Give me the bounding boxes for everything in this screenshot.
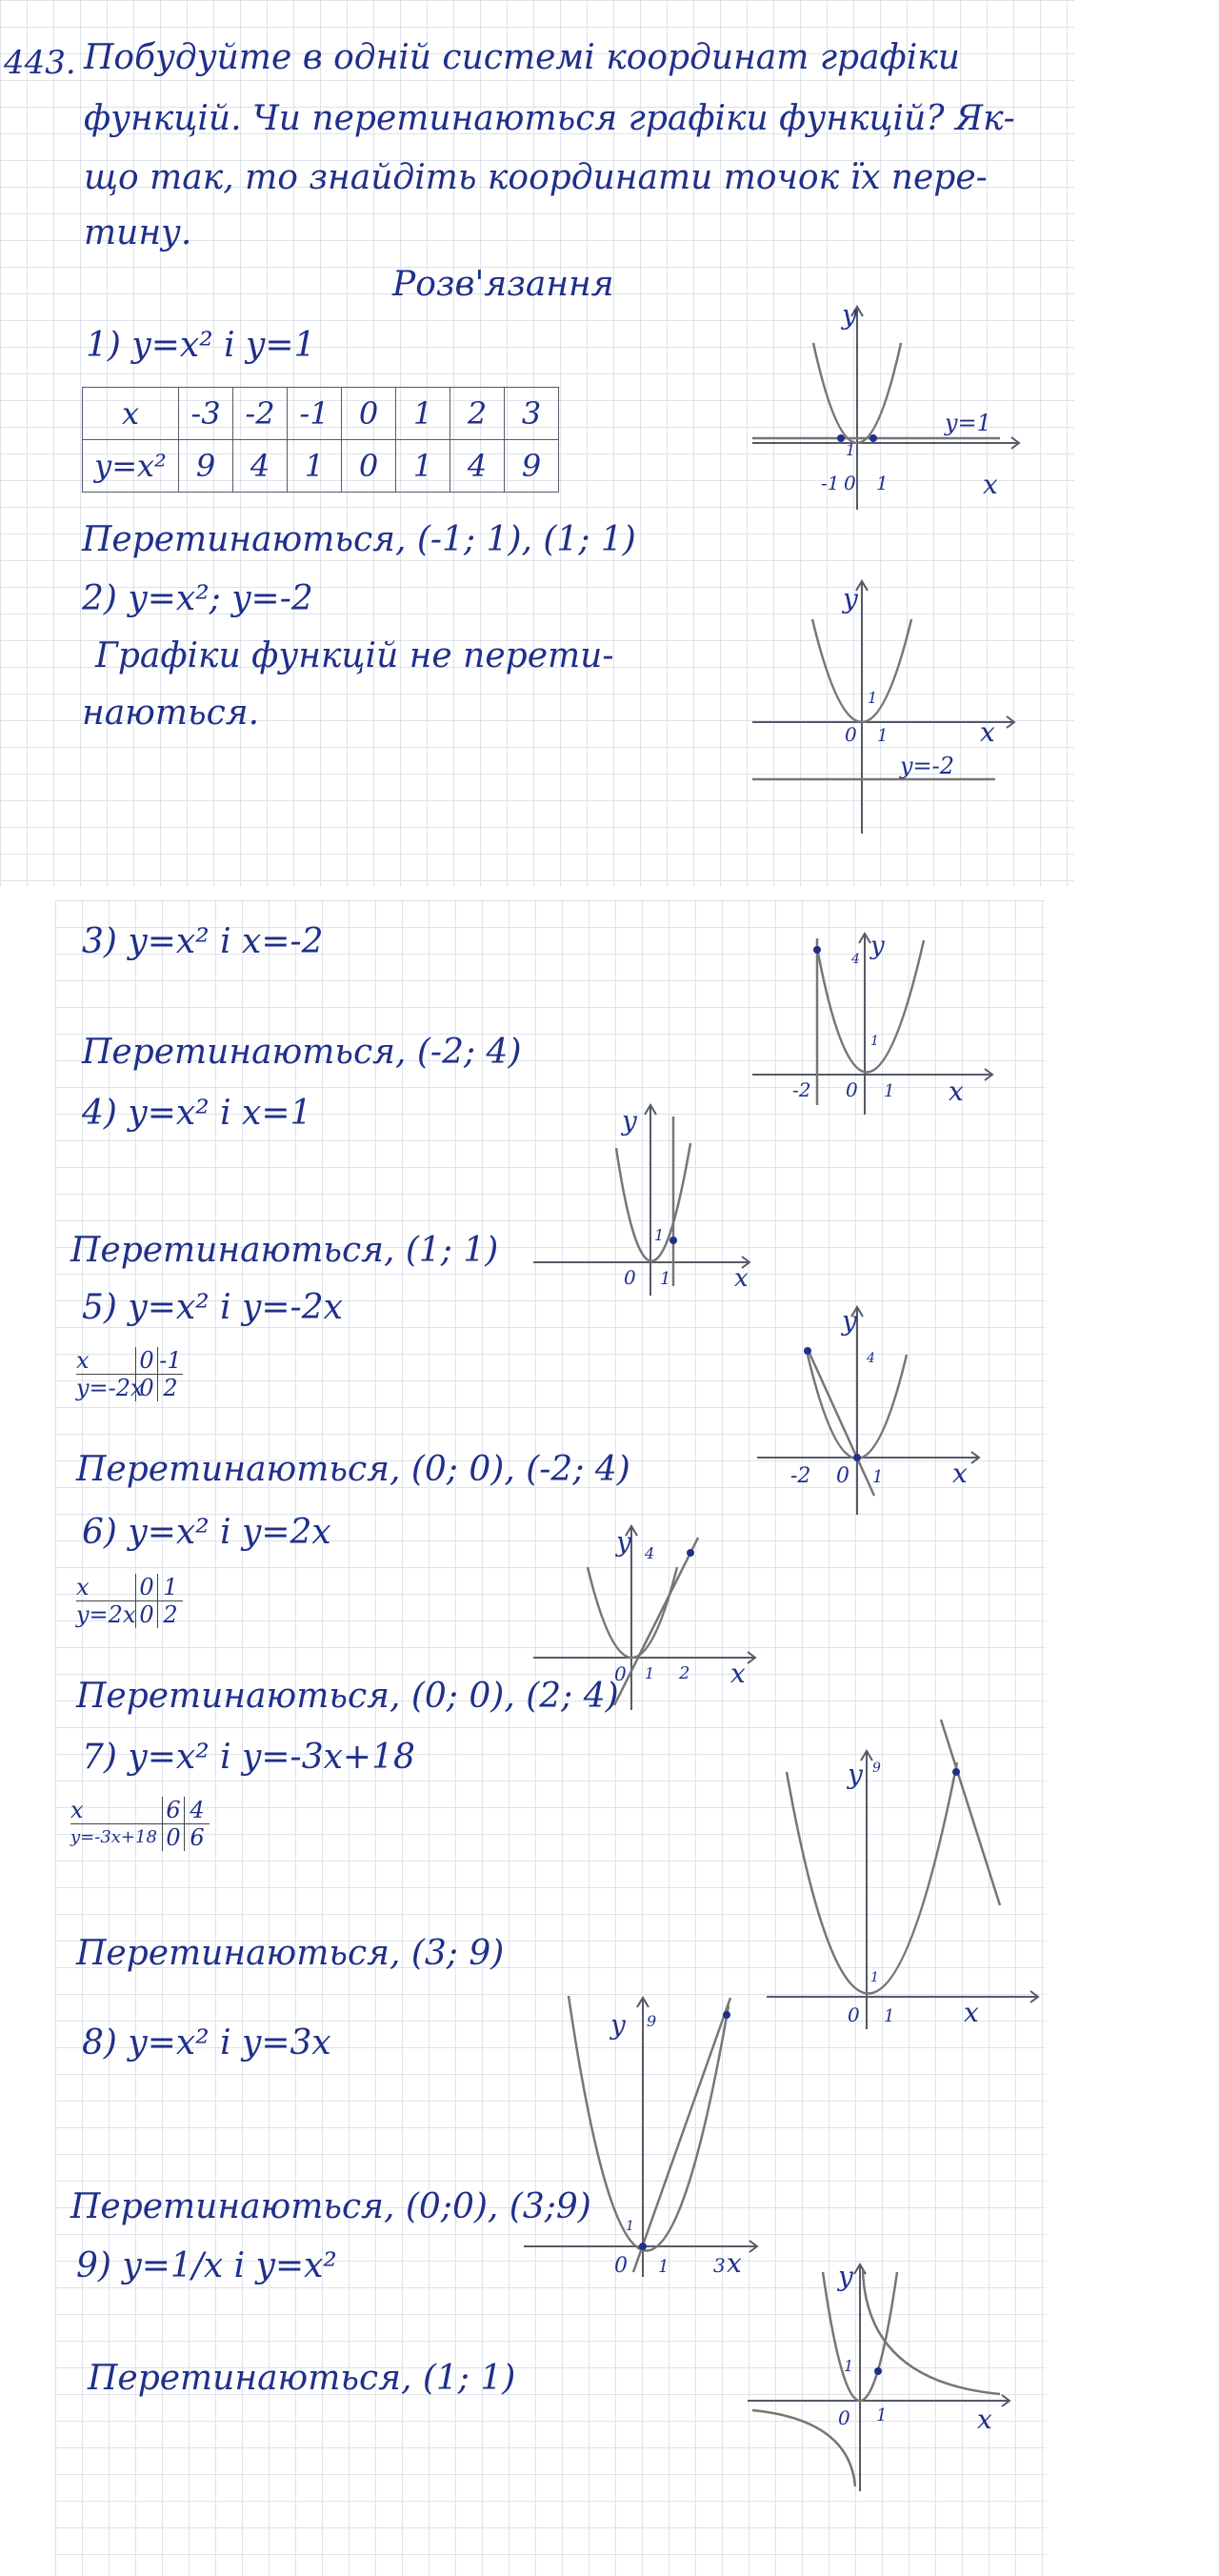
part5-mini-table <box>76 1347 183 1401</box>
axis-y-label: y <box>610 2009 626 2041</box>
tick-label: 4 <box>645 1544 655 1562</box>
table-cell: 9 <box>179 440 233 493</box>
part7-mini-table <box>70 1797 210 1851</box>
axis-y-label: y <box>842 299 857 331</box>
tick-label: 0 <box>838 2406 850 2429</box>
table-cell: 9 <box>505 440 559 493</box>
tick-label: 1 <box>844 2357 854 2375</box>
part7-label: 7) y=x² і y=-3x+18 <box>82 1738 415 1777</box>
part6-answer: Перетинаються, (0; 0), (2; 4) <box>76 1677 619 1716</box>
mini-cell: 2 <box>157 1375 183 1401</box>
table-cell: 2 <box>450 388 505 440</box>
table-cell: 0 <box>342 388 396 440</box>
graph-3 <box>743 919 1019 1119</box>
axis-y-label: y <box>870 932 885 960</box>
table-cell: 4 <box>450 440 505 493</box>
graph-2 <box>748 572 1024 838</box>
tick-label: -1 <box>821 472 840 494</box>
task-line-2: функцій. Чи перетинаються графіки функцій? Як- <box>84 99 1015 138</box>
graph-8 <box>519 1986 767 2282</box>
line-label: y=-2 <box>900 753 955 779</box>
tick-label: 1 <box>645 1664 655 1682</box>
axis-x-label: x <box>730 1658 746 1689</box>
tick-label: 1 <box>660 1269 671 1289</box>
mini-cell: 0 <box>135 1375 157 1401</box>
tick-label: 1 <box>870 1970 879 1985</box>
graph-7 <box>762 1715 1043 2034</box>
part8-label: 8) y=x² і y=3x <box>82 2023 331 2063</box>
part2-answer-line-1: Графіки функцій не перети- <box>95 636 614 675</box>
tick-label: 0 <box>844 472 856 494</box>
graph-5 <box>752 1296 990 1524</box>
graph-4 <box>529 1096 776 1300</box>
part5-answer: Перетинаються, (0; 0), (-2; 4) <box>76 1450 630 1489</box>
tick-label: 1 <box>884 1081 895 1101</box>
table-cell: y=x² <box>83 440 179 493</box>
table-cell: -3 <box>179 388 233 440</box>
part6-label: 6) y=x² і y=2x <box>82 1513 331 1552</box>
solution-title: Розв'язання <box>392 265 614 304</box>
mini-cell: 4 <box>184 1797 210 1823</box>
table-cell: -1 <box>288 388 342 440</box>
graph-6 <box>529 1515 767 1715</box>
task-line-3: що так, то знайдіть координати точок їх пере- <box>84 158 988 197</box>
tick-label: 1 <box>658 2257 669 2277</box>
axis-x-label: x <box>980 716 995 748</box>
table-cell: 1 <box>288 440 342 493</box>
table-cell: 1 <box>396 388 450 440</box>
tick-label: -2 <box>792 1078 811 1101</box>
part7-answer: Перетинаються, (3; 9) <box>76 1934 505 1973</box>
tick-label: 0 <box>845 723 857 746</box>
tick-label: 4 <box>851 952 860 967</box>
table-cell: -2 <box>233 388 288 440</box>
tick-label: 1 <box>846 441 856 459</box>
part9-answer: Перетинаються, (1; 1) <box>88 2359 516 2398</box>
mini-cell: 6 <box>184 1824 210 1851</box>
part3-answer: Перетинаються, (-2; 4) <box>82 1033 522 1072</box>
line-label: y=1 <box>945 410 991 436</box>
tick-label: 0 <box>614 1662 627 1685</box>
axis-x-label: x <box>949 1076 964 1107</box>
tick-label: 1 <box>877 726 889 746</box>
axis-y-label: y <box>848 1759 863 1790</box>
tick-label: 1 <box>884 2006 895 2026</box>
tick-label: 0 <box>624 1266 636 1289</box>
mini-cell: 6 <box>162 1797 184 1823</box>
tick-label: 1 <box>876 472 889 494</box>
part2-label: 2) y=x²; y=-2 <box>82 579 313 618</box>
tick-label: 1 <box>872 1467 884 1487</box>
part1-answer: Перетинаються, (-1; 1), (1; 1) <box>82 520 636 559</box>
part1-value-table <box>82 387 559 493</box>
part3-label: 3) y=x² і x=-2 <box>82 922 324 961</box>
mini-cell: 0 <box>135 1601 157 1628</box>
table-cell: x <box>83 388 179 440</box>
axis-x-label: x <box>952 1458 968 1489</box>
tick-label: 3 <box>713 2254 726 2277</box>
tick-label: 4 <box>867 1351 875 1366</box>
tick-label: 1 <box>654 1226 665 1244</box>
part5-label: 5) y=x² і y=-2x <box>82 1288 343 1327</box>
mini-cell: 2 <box>157 1601 183 1628</box>
axis-y-label: y <box>842 1305 857 1337</box>
table-cell: 1 <box>396 440 450 493</box>
mini-cell: 1 <box>157 1574 183 1600</box>
axis-y-label: y <box>843 583 858 614</box>
mini-cell: 0 <box>135 1574 157 1600</box>
tick-label: 0 <box>614 2254 628 2278</box>
mini-cell: x <box>70 1797 84 1823</box>
graph-1 <box>743 295 1029 514</box>
tick-label: 2 <box>679 1663 690 1683</box>
part9-label: 9) y=1/x і y=x² <box>76 2246 337 2285</box>
table-cell: 0 <box>342 440 396 493</box>
part4-label: 4) y=x² і x=1 <box>82 1094 312 1133</box>
tick-label: 1 <box>876 2405 888 2425</box>
tick-label: 0 <box>846 1078 858 1101</box>
axis-x-label: x <box>734 1264 749 1293</box>
mini-cell: y=-2x <box>76 1375 144 1401</box>
mini-cell: y=-3x+18 <box>70 1827 157 1847</box>
tick-label: 1 <box>870 1034 879 1049</box>
table-cell: 3 <box>505 388 559 440</box>
mini-cell: x <box>76 1574 90 1600</box>
tick-label: 0 <box>836 1464 849 1488</box>
graph-9 <box>743 2253 1019 2496</box>
mini-cell: 0 <box>162 1824 184 1851</box>
part6-mini-table <box>76 1574 183 1628</box>
task-line-4: тину. <box>84 213 192 252</box>
tick-label: 1 <box>868 689 878 707</box>
axis-y-label: y <box>838 2261 853 2292</box>
axis-x-label: x <box>964 1997 979 2028</box>
tick-label: 9 <box>872 1761 881 1776</box>
axis-x-label: x <box>727 2247 742 2279</box>
part2-answer-line-2: наються. <box>82 694 260 733</box>
axis-y-label: y <box>616 1526 631 1558</box>
axis-x-label: x <box>977 2404 992 2435</box>
part8-answer: Перетинаються, (0;0), (3;9) <box>70 2187 591 2226</box>
axis-y-label: y <box>622 1105 637 1137</box>
task-number: 443. <box>4 44 76 82</box>
mini-cell: x <box>76 1347 90 1374</box>
tick-label: -2 <box>790 1464 811 1488</box>
mini-cell: 0 <box>135 1347 157 1374</box>
tick-label: 9 <box>647 2012 657 2030</box>
tick-label: 1 <box>626 2219 634 2234</box>
tick-label: 0 <box>848 2003 860 2026</box>
table-cell: 4 <box>233 440 288 493</box>
part4-answer: Перетинаються, (1; 1) <box>70 1231 499 1270</box>
part1-label: 1) y=x² і y=1 <box>86 326 316 365</box>
task-line-1: Побудуйте в одній системі координат графіки <box>84 38 960 77</box>
axis-x-label: x <box>983 469 998 500</box>
mini-cell: -1 <box>157 1347 183 1374</box>
mini-cell: y=2x <box>76 1601 136 1628</box>
